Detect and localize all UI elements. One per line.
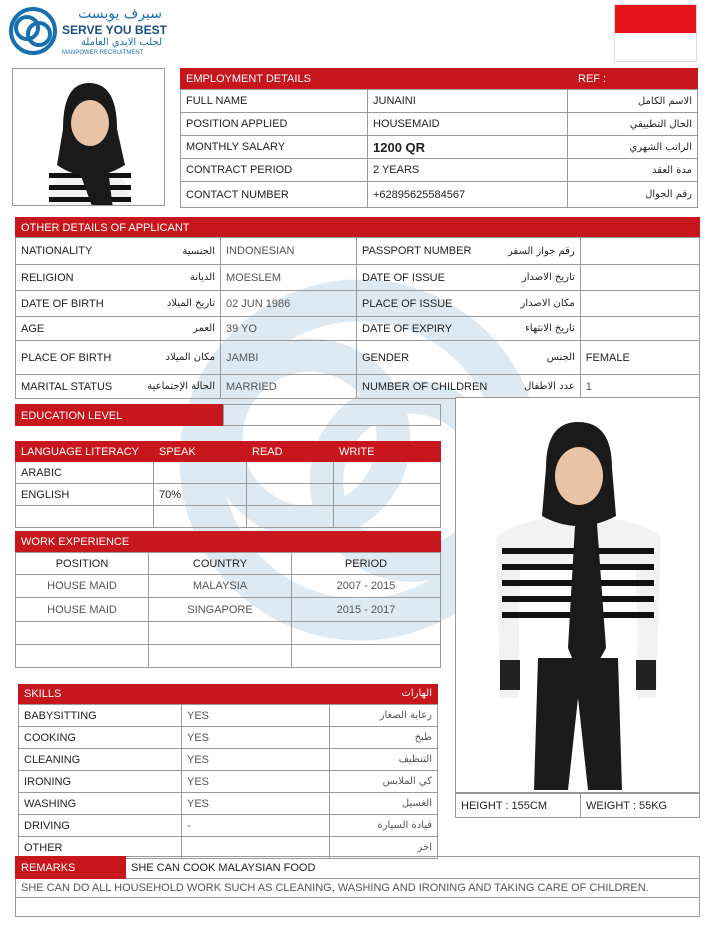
place-of-issue-label: PLACE OF ISSUE bbox=[357, 291, 493, 317]
age-value: 39 YO bbox=[221, 317, 357, 341]
full-name-value: JUNAINI bbox=[368, 90, 568, 113]
contact-label: CONTACT NUMBER bbox=[181, 182, 368, 208]
skill-value: YES bbox=[182, 727, 330, 749]
contact-ar: رقم الجوال bbox=[568, 182, 698, 208]
remarks-label: REMARKS bbox=[16, 857, 126, 879]
brand-tagline: MANPOWER RECRUITMENT bbox=[62, 50, 144, 56]
table-row bbox=[19, 727, 438, 749]
applicant-full-photo bbox=[455, 397, 700, 793]
nationality-label: NATIONALITY bbox=[16, 238, 126, 265]
marital-value: MARRIED bbox=[221, 375, 357, 399]
skill-name: BABYSITTING bbox=[19, 705, 182, 727]
table-row bbox=[16, 506, 441, 528]
work-country: MALAYSIA bbox=[149, 575, 292, 598]
table-row bbox=[16, 341, 700, 375]
skill-ar: رعاية الصغار bbox=[330, 705, 438, 727]
work-experience-header bbox=[15, 531, 441, 552]
religion-value: MOESLEM bbox=[221, 265, 357, 291]
brand-arabic-name: سيرف يوبست bbox=[78, 6, 162, 22]
education-header-label: EDUCATION LEVEL bbox=[21, 410, 123, 422]
table-row bbox=[16, 879, 700, 898]
place-of-issue-value bbox=[580, 291, 699, 317]
table-row bbox=[16, 598, 441, 622]
work-experience-table bbox=[15, 552, 441, 668]
table-row bbox=[19, 793, 438, 815]
other-details-header bbox=[15, 217, 357, 237]
position-value: HOUSEMAID bbox=[368, 113, 568, 136]
religion-ar: الديانة bbox=[126, 265, 221, 291]
place-of-issue-ar: مكان الاصدار bbox=[492, 291, 580, 317]
salary-label: MONTHLY SALARY bbox=[181, 136, 368, 159]
employment-table bbox=[180, 89, 698, 208]
remarks-blank-line bbox=[16, 898, 700, 917]
logo-mark-icon bbox=[8, 6, 58, 56]
ref-label: REF : bbox=[578, 73, 607, 85]
skill-name: OTHER bbox=[19, 837, 182, 859]
table-row bbox=[181, 113, 698, 136]
issue-date-ar: تاريخ الاصدار bbox=[492, 265, 580, 291]
education-header bbox=[15, 404, 223, 426]
passport-label: PASSPORT NUMBER bbox=[357, 238, 493, 265]
read-level bbox=[247, 506, 334, 528]
passport-value bbox=[580, 238, 699, 265]
indonesia-flag bbox=[614, 4, 697, 62]
write-header: WRITE bbox=[334, 442, 441, 462]
read-header: READ bbox=[247, 442, 334, 462]
pob-value: JAMBI bbox=[221, 341, 357, 375]
skill-ar: التنظيف bbox=[330, 749, 438, 771]
work-period bbox=[292, 645, 441, 668]
contract-label: CONTRACT PERIOD bbox=[181, 159, 368, 182]
skills-table bbox=[18, 704, 438, 859]
skill-ar: اخر bbox=[330, 837, 438, 859]
table-row bbox=[456, 794, 700, 818]
skill-value: YES bbox=[182, 771, 330, 793]
speak-level bbox=[154, 462, 247, 484]
table-row bbox=[19, 815, 438, 837]
table-row bbox=[16, 317, 700, 341]
write-level bbox=[334, 484, 441, 506]
language-name: ARABIC bbox=[16, 462, 154, 484]
speak-header: SPEAK bbox=[154, 442, 247, 462]
work-position: HOUSE MAID bbox=[16, 575, 149, 598]
expiry-label: DATE OF EXPIRY bbox=[357, 317, 493, 341]
table-row bbox=[181, 90, 698, 113]
age-ar: العمر bbox=[126, 317, 221, 341]
read-level bbox=[247, 462, 334, 484]
language-name: ENGLISH bbox=[16, 484, 154, 506]
other-details-header-right bbox=[357, 217, 700, 237]
remarks-line-1: SHE CAN COOK MALAYSIAN FOOD bbox=[126, 857, 700, 879]
table-row bbox=[19, 771, 438, 793]
work-country bbox=[149, 645, 292, 668]
skill-name: CLEANING bbox=[19, 749, 182, 771]
table-row bbox=[16, 645, 441, 668]
passport-ar: رقم جواز السفر bbox=[492, 238, 580, 265]
physical-table bbox=[455, 793, 700, 818]
work-country: SINGAPORE bbox=[149, 598, 292, 622]
skill-value: YES bbox=[182, 793, 330, 815]
work-position: HOUSE MAID bbox=[16, 598, 149, 622]
nationality-ar: الجنسية bbox=[126, 238, 221, 265]
table-row bbox=[16, 484, 441, 506]
skills-header-label: SKILLS bbox=[24, 688, 62, 700]
skill-ar: الغسيل bbox=[330, 793, 438, 815]
children-value: 1 bbox=[580, 375, 699, 399]
table-row bbox=[16, 575, 441, 598]
work-position bbox=[16, 622, 149, 645]
skill-name: DRIVING bbox=[19, 815, 182, 837]
brand-arabic-tagline: لجلب الايدي العاملة bbox=[80, 37, 162, 48]
work-experience-header-label: WORK EXPERIENCE bbox=[21, 536, 130, 548]
write-level bbox=[334, 462, 441, 484]
issue-date-label: DATE OF ISSUE bbox=[357, 265, 493, 291]
skill-name: WASHING bbox=[19, 793, 182, 815]
salary-value: 1200 QR bbox=[368, 136, 568, 159]
marital-ar: الحالة الإجتماعية bbox=[126, 375, 221, 399]
applicant-portrait bbox=[12, 68, 165, 206]
position-label: POSITION APPLIED bbox=[181, 113, 368, 136]
remarks-table bbox=[15, 856, 700, 917]
table-row bbox=[16, 622, 441, 645]
language-name bbox=[16, 506, 154, 528]
other-details-header-label: OTHER DETAILS OF APPLICANT bbox=[21, 222, 190, 234]
skill-name: IRONING bbox=[19, 771, 182, 793]
children-ar: عدد الاطفال bbox=[492, 375, 580, 399]
skill-value: YES bbox=[182, 749, 330, 771]
table-row bbox=[16, 857, 700, 879]
contact-value: +62895625584567 bbox=[368, 182, 568, 208]
skill-ar: كي الملابس bbox=[330, 771, 438, 793]
company-logo bbox=[8, 6, 168, 58]
full-name-label: FULL NAME bbox=[181, 90, 368, 113]
pob-ar: مكان الميلاد bbox=[126, 341, 221, 375]
position-ar: الحال التطبيقي bbox=[568, 113, 698, 136]
skill-ar: طبخ bbox=[330, 727, 438, 749]
full-name-ar: الاسم الكامل bbox=[568, 90, 698, 113]
pob-label: PLACE OF BIRTH bbox=[16, 341, 126, 375]
education-value bbox=[223, 404, 441, 426]
dob-ar: تاريخ الميلاد bbox=[126, 291, 221, 317]
work-country bbox=[149, 622, 292, 645]
table-row bbox=[19, 749, 438, 771]
expiry-ar: تاريخ الانتهاء bbox=[492, 317, 580, 341]
height-value: HEIGHT : 155CM bbox=[456, 794, 581, 818]
write-level bbox=[334, 506, 441, 528]
other-details-table bbox=[15, 237, 700, 399]
dob-value: 02 JUN 1986 bbox=[221, 291, 357, 317]
table-row bbox=[16, 375, 700, 399]
language-header: LANGUAGE LITERACY bbox=[16, 442, 154, 462]
work-period: 2015 - 2017 bbox=[292, 598, 441, 622]
age-label: AGE bbox=[16, 317, 126, 341]
table-row bbox=[181, 159, 698, 182]
skill-value: - bbox=[182, 815, 330, 837]
nationality-value: INDONESIAN bbox=[221, 238, 357, 265]
table-row bbox=[16, 238, 700, 265]
work-period bbox=[292, 622, 441, 645]
contract-value: 2 YEARS bbox=[368, 159, 568, 182]
period-column-header: PERIOD bbox=[292, 553, 441, 575]
skills-header bbox=[18, 684, 438, 704]
gender-label: GENDER bbox=[357, 341, 493, 375]
skill-name: COOKING bbox=[19, 727, 182, 749]
brand-name: SERVE YOU BEST bbox=[62, 23, 167, 37]
dob-label: DATE OF BIRTH bbox=[16, 291, 126, 317]
table-header-row bbox=[16, 553, 441, 575]
work-period: 2007 - 2015 bbox=[292, 575, 441, 598]
marital-label: MARITAL STATUS bbox=[16, 375, 126, 399]
children-label: NUMBER OF CHILDREN bbox=[357, 375, 493, 399]
religion-label: RELIGION bbox=[16, 265, 126, 291]
table-row bbox=[16, 462, 441, 484]
table-header-row bbox=[16, 442, 441, 462]
position-column-header: POSITION bbox=[16, 553, 149, 575]
table-row bbox=[19, 705, 438, 727]
read-level bbox=[247, 484, 334, 506]
country-column-header: COUNTRY bbox=[149, 553, 292, 575]
skills-header-ar: الهارات bbox=[401, 688, 432, 699]
speak-level: 70% bbox=[154, 484, 247, 506]
table-row bbox=[16, 265, 700, 291]
language-table bbox=[15, 441, 441, 528]
salary-ar: الراتب الشهري bbox=[568, 136, 698, 159]
skill-ar: قيادة السيارة bbox=[330, 815, 438, 837]
employment-header bbox=[180, 68, 698, 89]
expiry-value bbox=[580, 317, 699, 341]
skill-value: YES bbox=[182, 705, 330, 727]
gender-value: FEMALE bbox=[580, 341, 699, 375]
issue-date-value bbox=[580, 265, 699, 291]
speak-level bbox=[154, 506, 247, 528]
contract-ar: مدة العقد bbox=[568, 159, 698, 182]
employment-header-label: EMPLOYMENT DETAILS bbox=[186, 73, 311, 85]
table-row bbox=[16, 898, 700, 917]
work-position bbox=[16, 645, 149, 668]
remarks-line-2: SHE CAN DO ALL HOUSEHOLD WORK SUCH AS CLEANING, WASHING AND IRONING AND TAKING CARE OF CHILDREN. bbox=[16, 879, 700, 898]
table-row bbox=[16, 291, 700, 317]
table-row bbox=[181, 136, 698, 159]
table-row bbox=[181, 182, 698, 208]
weight-value: WEIGHT : 55KG bbox=[581, 794, 700, 818]
gender-ar: الجنس bbox=[492, 341, 580, 375]
